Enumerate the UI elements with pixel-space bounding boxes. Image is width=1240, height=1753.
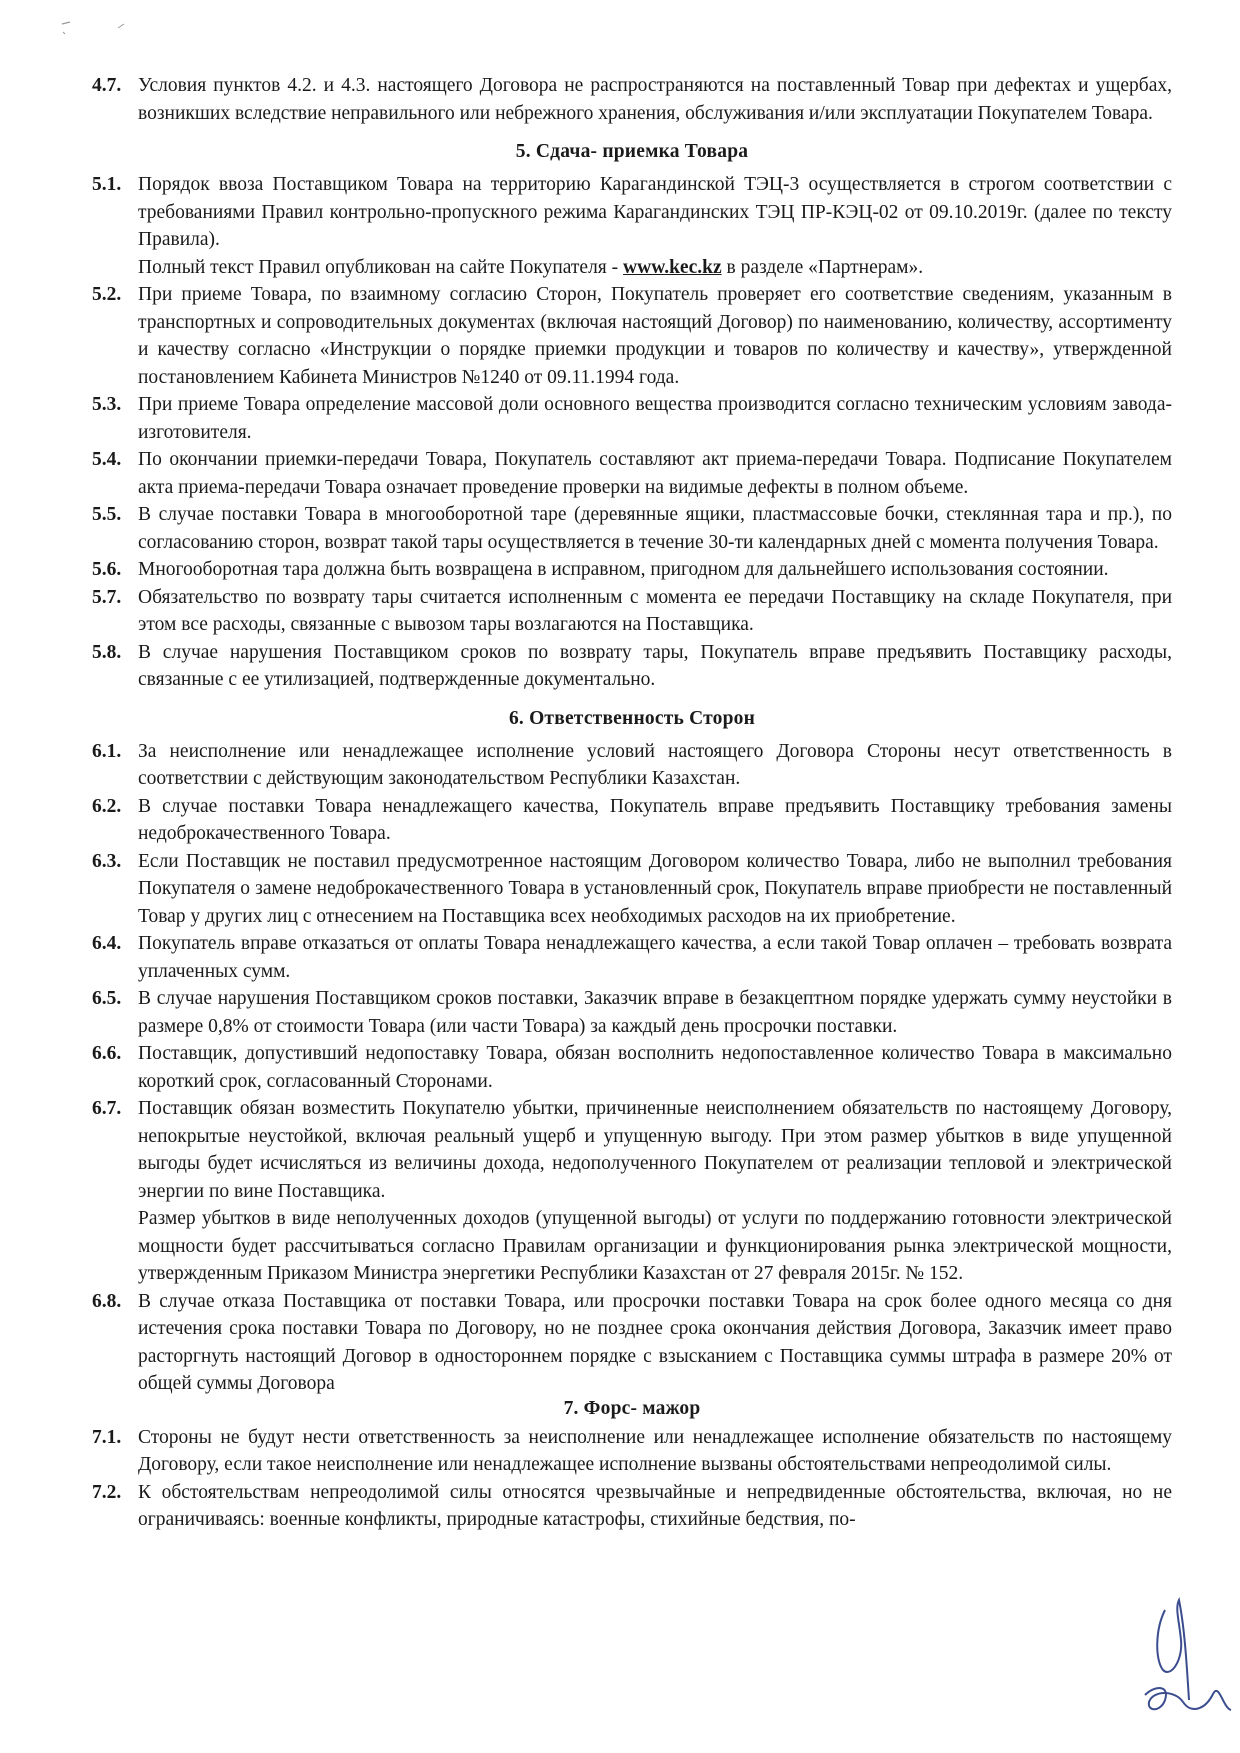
clause-text: [138, 1479, 1172, 1534]
clause-number: 5.3.: [92, 394, 122, 415]
clause-paragraph: Покупатель вправе отказаться от оплаты Товара ненадлежащего качества, а если такой Товар оплачен – требовать возврата уплаченных сумм.: [138, 933, 1172, 982]
clause-paragraph: В случае отказа Поставщика от поставки Товара, или просрочки поставки Товара на срок более одного месяца со дня истечения срока поставки Товара по Договору, но не позднее срока окончания действия Договора, Заказчик имеет право расторгнуть настоящий Договор в одностороннем порядке с взысканием с Поставщика суммы штрафа в размере 20% от общей суммы Договора: [138, 1290, 1172, 1394]
clause-number: 6.3.: [92, 850, 122, 872]
clause-paragraph: В случае поставки Товара в многооборотной таре (деревянные ящики, пластмассовые бочки, стеклянная тара и пр.), по согласованию сторон, возврат такой тары осуществляется в течение 30-ти календарных дней с момента получения Товара.: [138, 504, 1172, 553]
clause-text-after-link: в разделе «Партнерам».: [721, 256, 924, 278]
clause-number: 7.2.: [92, 1481, 122, 1503]
clause-paragraph: Поставщик, допустивший недопоставку Товара, обязан восполнить недопоставленное количество Товара в максимально короткий срок, согласованный Сторонами.: [138, 1043, 1172, 1092]
clause-text: [138, 171, 1172, 281]
section-heading: 7. Форс- мажор: [563, 1397, 701, 1419]
clause-paragraph: В случае поставки Товара ненадлежащего качества, Покупатель вправе предъявить Поставщику требования замены недоброкачественного Товара.: [138, 795, 1172, 844]
clause: [92, 446, 1172, 501]
clause-text: [138, 446, 1172, 501]
clause-text: [138, 738, 1172, 793]
clause-number: 5.5.: [92, 504, 122, 525]
clause-number: 6.7.: [92, 1098, 122, 1119]
clause-text: [138, 639, 1172, 694]
clause-text: [138, 848, 1172, 931]
clause-number: 5.7.: [92, 586, 122, 608]
clause: [92, 738, 1172, 793]
clause-text: [138, 556, 1172, 584]
clause: [92, 171, 1172, 281]
clause: [92, 639, 1172, 694]
document-page: [92, 72, 1172, 1747]
clause-text: [138, 391, 1172, 446]
clause: [92, 985, 1172, 1040]
clause-text: [138, 1288, 1172, 1398]
clause-text: [138, 1424, 1172, 1479]
section-heading: 6. Ответственность Сторон: [508, 707, 756, 729]
clause: [92, 584, 1172, 639]
clause-text-before-link: Полный текст Правил опубликован на сайте Покупателя -: [138, 256, 624, 278]
clause-paragraph: Порядок ввоза Поставщиком Товара на территорию Карагандинской ТЭЦ-3 осуществляется в строгом соответствии с требованиями Правил контрольно-пропускного режима Карагандинских ТЭЦ ПР-КЭЦ-02 от 09.10.2019г. (далее по тексту Правила).: [138, 174, 1172, 250]
clause-text: [138, 501, 1172, 556]
handwritten-signature: [1135, 1590, 1235, 1740]
clause-paragraph: [138, 254, 1172, 282]
website-link[interactable]: www.kec.kz: [623, 256, 722, 278]
clause: [92, 1040, 1172, 1095]
clause-number: 5.2.: [92, 284, 122, 305]
clause-number: 6.4.: [92, 933, 122, 954]
clause-number: 7.1.: [92, 1426, 122, 1448]
clause: [92, 556, 1172, 584]
clause-paragraph: В случае нарушения Поставщиком сроков по возврату тары, Покупатель вправе предъявить Поставщику расходы, связанные с ее утилизацией, подтвержденные документально.: [138, 641, 1172, 690]
clause-text: [138, 985, 1172, 1040]
clause-text: [138, 1040, 1172, 1095]
clause-paragraph: В случае нарушения Поставщиком сроков поставки, Заказчик вправе в безакцептном порядке удержать сумму неустойки в размере 0,8% от стоимости Товара (или части Товара) за каждый день просрочки поставки.: [138, 988, 1172, 1037]
clause-text: [138, 281, 1172, 391]
clause-text: [138, 72, 1172, 127]
clause: [92, 848, 1172, 931]
clause-number: 4.7.: [92, 75, 122, 96]
clause: [92, 501, 1172, 556]
clause-paragraph: Стороны не будут нести ответственность за неисполнение или ненадлежащее исполнение обязательств по настоящему Договору, если такое неисполнение или ненадлежащее исполнение вызваны обстоятельствами непреодолимой силы.: [138, 1426, 1172, 1475]
clause: [92, 1479, 1172, 1534]
clause-paragraph: Если Поставщик не поставил предусмотренное настоящим Договором количество Товара, либо не выполнил требования Покупателя о замене недоброкачественного Товара в установленный срок, Покупатель вправе приобрести не поставленный Товар у других лиц с отнесением на Поставщика всех необходимых расходов на их приобретение.: [138, 850, 1172, 927]
clause-paragraph: Обязательство по возврату тары считается исполненным с момента ее передачи Поставщику на складе Покупателя, при этом все расходы, связанные с вывозом тары возлагаются на Поставщика.: [138, 586, 1172, 635]
clause-paragraph: К обстоятельствам непреодолимой силы относятся чрезвычайные и непредвиденные обстоятельства, включая, но не ограничиваясь: военные конфликты, природные катастрофы, стихийные бедствия, по-: [138, 1481, 1172, 1530]
clause: [92, 391, 1172, 446]
clause: [92, 1424, 1172, 1479]
clause: [92, 72, 1172, 127]
clause-paragraph: Многооборотная тара должна быть возвращена в исправном, пригодном для дальнейшего использования состоянии.: [138, 559, 1109, 580]
clause-number: 5.1.: [92, 174, 122, 195]
clause-paragraph: По окончании приемки-передачи Товара, Покупатель составляют акт приема-передачи Товара. Подписание Покупателем акта приема-передачи Товара означает проведение проверки на видимые дефекты в полном объеме.: [138, 449, 1172, 498]
clause-text: [138, 1095, 1172, 1288]
clause: [92, 930, 1172, 985]
clause-paragraph: Поставщик обязан возместить Покупателю убытки, причиненные неисполнением обязательств по настоящему Договору, непокрытые неустойкой, включая реальный ущерб и упущенную выгоду. При этом размер убытков в виде упущенной выгоды будет исчисляться из величины дохода, недополученного Покупателем от реализации тепловой и электрической энергии по вине Поставщика.: [138, 1098, 1172, 1202]
clause: [92, 793, 1172, 848]
clause-text: [138, 584, 1172, 639]
clause-number: 6.6.: [92, 1043, 122, 1064]
clause-text: [138, 930, 1172, 985]
clause: [92, 1288, 1172, 1398]
clause-paragraph: Условия пунктов 4.2. и 4.3. настоящего Договора не распространяются на поставленный Товар при дефектах и ущербах, возникших вследствие неправильного или небрежного хранения, обслуживания и/или эксплуатации Покупателем Товара.: [138, 75, 1172, 124]
scan-specks: [60, 18, 140, 58]
clause-number: 5.4.: [92, 449, 122, 470]
clause-number: 6.1.: [92, 740, 122, 762]
clause: [92, 1095, 1172, 1288]
section-heading: 5. Сдача- приемка Товара: [515, 141, 749, 162]
clause-paragraph: При приеме Товара, по взаимному согласию Сторон, Покупатель проверяет его соответствие сведениям, указанным в транспортных и сопроводительных документах (включая настоящий Договор) по наименованию, количеству, ассортименту и качеству согласно «Инструкции о порядке приемки продукции и товаров по количеству и качеству», утвержденной постановлением Кабинета Министров №1240 от 09.11.1994 года.: [138, 284, 1172, 388]
clause-number: 5.6.: [92, 559, 122, 580]
clause-number: 6.8.: [92, 1290, 122, 1312]
clause-paragraph: За неисполнение или ненадлежащее исполнение условий настоящего Договора Стороны несут ответственность в соответствии с действующим законодательством Республики Казахстан.: [138, 740, 1172, 789]
clause-number: 5.8.: [92, 641, 122, 663]
clause-paragraph: Размер убытков в виде неполученных доходов (упущенной выгоды) от услуги по поддержанию готовности электрической мощности будет рассчитываться согласно Правилам организации и функционирования рынка электрической мощности, утвержденным Приказом Министра энергетики Республики Казахстан от 27 февраля 2015г. № 152.: [138, 1208, 1172, 1284]
clause-number: 6.5.: [92, 988, 122, 1009]
clause-number: 6.2.: [92, 795, 122, 817]
clause-text: [138, 793, 1172, 848]
clause-paragraph: При приеме Товара определение массовой доли основного вещества производится согласно техническим условиям завода-изготовителя.: [138, 394, 1172, 443]
clause: [92, 281, 1172, 391]
